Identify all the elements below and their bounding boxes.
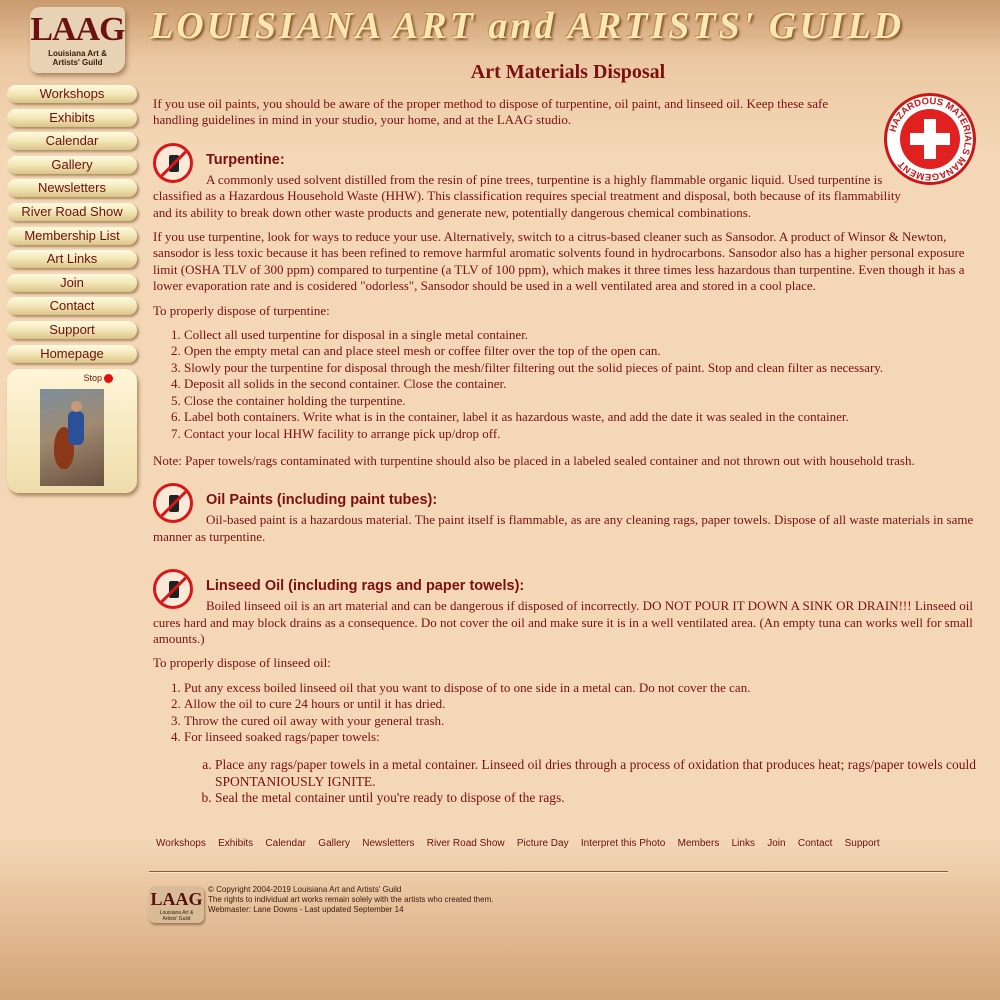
nav-workshops[interactable]: Workshops bbox=[7, 85, 137, 103]
nav-calendar[interactable]: Calendar bbox=[7, 132, 137, 150]
slideshow-stop-button[interactable] bbox=[83, 373, 113, 383]
linseed-steps-intro: To properly dispose of linseed oil: bbox=[153, 655, 331, 671]
list-item: a. Place any rags/paper towels in a metal container. Linseed oil dries through a process of oxidation that produces heat; rags/paper towels could SPONTANIOUSLY IGNITE. bbox=[215, 757, 983, 790]
copyright-text: © Copyright 2004-2019 Louisiana Art and Artists' Guild bbox=[208, 885, 402, 894]
footer-link-workshops[interactable]: Workshops bbox=[156, 838, 206, 849]
footer-link-members[interactable]: Members bbox=[677, 838, 720, 849]
list-item: 2. Allow the oil to cure 24 hours or until it has dried. bbox=[184, 696, 983, 712]
footer-logo-line-2: Artists' Guild bbox=[162, 916, 191, 922]
footer-link-river-road-show[interactable]: River Road Show bbox=[426, 838, 505, 849]
list-item: 2. Open the empty metal can and place steel mesh or coffee filter over the top of the open can. bbox=[184, 343, 983, 359]
stop-label: Stop bbox=[83, 373, 102, 383]
linseed-heading: Linseed Oil (including rags and paper towels): bbox=[206, 578, 525, 595]
turpentine-steps-intro: To properly dispose of turpentine: bbox=[153, 302, 330, 318]
list-item: 7. Contact your local HHW facility to arrange pick up/drop off. bbox=[184, 426, 983, 442]
footer-nav bbox=[156, 838, 889, 849]
turpentine-heading: Turpentine: bbox=[206, 151, 285, 168]
intro-paragraph: If you use oil paints, you should be aware of the proper method to dispose of turpentine, oil paint, and linseed oil. Keep these safe handling guidelines in mind in your studio, your home, and at the LAAG studio. bbox=[153, 96, 829, 128]
linseed-substeps-list bbox=[184, 757, 983, 806]
oil-paints-body: Oil-based paint is a hazardous material. The paint itself is flammable, as are any cleaning rags, paper towels. Dispose of all waste materials in same manner as turpentine. bbox=[153, 512, 974, 544]
list-item: 4. Deposit all solids in the second container. Close the container. bbox=[184, 376, 983, 392]
nav-art-links[interactable]: Art Links bbox=[7, 250, 137, 268]
nav-membership-list[interactable]: Membership List bbox=[7, 227, 137, 245]
footer-link-gallery[interactable]: Gallery bbox=[318, 838, 350, 849]
list-item: 1. Collect all used turpentine for disposal in a single metal container. bbox=[184, 327, 983, 343]
footer-link-join[interactable]: Join bbox=[767, 838, 786, 849]
nav-newsletters[interactable]: Newsletters bbox=[7, 179, 137, 197]
footer-link-interpret-this-photo[interactable]: Interpret this Photo bbox=[580, 838, 666, 849]
list-item: b. Seal the metal container until you're ready to dispose of the rags. bbox=[215, 790, 983, 806]
footer-logo-line-1: Louisiana Art & bbox=[159, 910, 194, 916]
rights-text: The rights to individual art works remain solely with the artists who created them. bbox=[208, 895, 494, 904]
badge-text: HAZARDOUS MATERIALS MANAGEMENT bbox=[887, 96, 973, 182]
site-banner: LOUISIANA ART and ARTISTS' GUILD bbox=[150, 5, 905, 47]
list-item: 5. Close the container holding the turpentine. bbox=[184, 393, 983, 409]
list-item: 4. For linseed soaked rags/paper towels: bbox=[184, 729, 983, 745]
main-content bbox=[153, 58, 983, 811]
artwork-figure-head bbox=[71, 401, 82, 412]
footer-divider bbox=[149, 871, 948, 873]
turpentine-steps-list bbox=[153, 327, 983, 442]
no-drain-icon bbox=[153, 569, 193, 609]
slideshow-panel bbox=[7, 369, 137, 493]
nav-contact[interactable]: Contact bbox=[7, 297, 137, 315]
linseed-body: Boiled linseed oil is an art material and can be dangerous if disposed of incorrectly. DO NOT POUR IT DOWN A SINK OR DRAIN!!! Linseed oil cures hard and may block drains as a consequence. Do not cover the oil and make sure it is in a well ventilated area. (An empty tuna can works well for small amounts.) bbox=[153, 598, 973, 646]
nav-support[interactable]: Support bbox=[7, 321, 137, 339]
turpentine-body: A commonly used solvent distilled from the resin of pine trees, turpentine is a highly flammable organic liquid. Used turpentine is classified as a Hazardous Household Waste (HHW). This classification requires special treatment and disposal, both because of its flammability and its ability to break down other waste products and generate new, potentially dangerous chemical combinations. bbox=[153, 171, 901, 220]
artwork-figure bbox=[68, 411, 84, 445]
stop-dot-icon bbox=[104, 374, 113, 383]
logo-monogram: LAAG bbox=[30, 11, 125, 48]
sidebar-nav bbox=[7, 85, 137, 368]
footer-logo-monogram: LAAG bbox=[150, 889, 203, 909]
logo-line-1: Louisiana Art & bbox=[48, 49, 107, 58]
footer-link-picture-day[interactable]: Picture Day bbox=[516, 838, 569, 849]
nav-river-road-show[interactable]: River Road Show bbox=[7, 203, 137, 221]
list-item: 3. Slowly pour the turpentine for disposal through the mesh/filter filtering out the solid pieces of paint. Stop and clean filter as necessary. bbox=[184, 360, 983, 376]
footer-link-support[interactable]: Support bbox=[844, 838, 880, 849]
site-logo[interactable] bbox=[30, 7, 125, 73]
list-item: 3. Throw the cured oil away with your general trash. bbox=[184, 713, 983, 729]
slideshow-artwork-image[interactable] bbox=[40, 389, 104, 486]
footer-link-calendar[interactable]: Calendar bbox=[265, 838, 307, 849]
footer-link-contact[interactable]: Contact bbox=[797, 838, 833, 849]
webmaster-text: Webmaster: Lane Downs - Last updated September 14 bbox=[208, 905, 404, 914]
footer-logo[interactable] bbox=[149, 886, 204, 923]
list-item: 6. Label both containers. Write what is in the container, label it as hazardous waste, and add the date it was sealed in the container. bbox=[184, 409, 983, 425]
footer-link-newsletters[interactable]: Newsletters bbox=[362, 838, 415, 849]
turpentine-paragraph-2: If you use turpentine, look for ways to reduce your use. Alternatively, switch to a citrus-based cleaner such as Sansodor. A product of Winsor & Newton, sansodor is less toxic because it has been refined to remove harmful aromatic solvents found in hydrocarbons. Sansodor also has a higher personal exposure limit (OSHA TLV of 300 ppm) compared to turpentine (a TLV of 100 ppm), which makes it three times less hazardous than turpentine. Even though it has a lower evaporation rate and is cosidered "odorless", Sansodor should be used in a well ventilated area and stored in a cool place. bbox=[153, 229, 965, 294]
turpentine-section bbox=[153, 143, 983, 221]
nav-join[interactable]: Join bbox=[7, 274, 137, 292]
oil-paints-section bbox=[153, 483, 983, 545]
logo-line-2: Artists' Guild bbox=[52, 58, 103, 67]
nav-homepage[interactable]: Homepage bbox=[7, 345, 137, 363]
nav-exhibits[interactable]: Exhibits bbox=[7, 109, 137, 127]
oil-paints-heading: Oil Paints (including paint tubes): bbox=[206, 492, 438, 509]
no-pouring-icon bbox=[153, 143, 193, 183]
turpentine-note: Note: Paper towels/rags contaminated with turpentine should also be placed in a labeled sealed container and not thrown out with household trash. bbox=[153, 452, 915, 468]
footer-link-links[interactable]: Links bbox=[731, 838, 755, 849]
nav-gallery[interactable]: Gallery bbox=[7, 156, 137, 174]
linseed-section bbox=[153, 569, 983, 647]
linseed-steps-list bbox=[153, 680, 983, 746]
page-title: Art Materials Disposal bbox=[470, 61, 666, 83]
list-item: 1. Put any excess boiled linseed oil that you want to dispose of to one side in a metal can. Do not cover the can. bbox=[184, 680, 983, 696]
footer-link-exhibits[interactable]: Exhibits bbox=[218, 838, 254, 849]
copyright-block bbox=[208, 885, 493, 915]
